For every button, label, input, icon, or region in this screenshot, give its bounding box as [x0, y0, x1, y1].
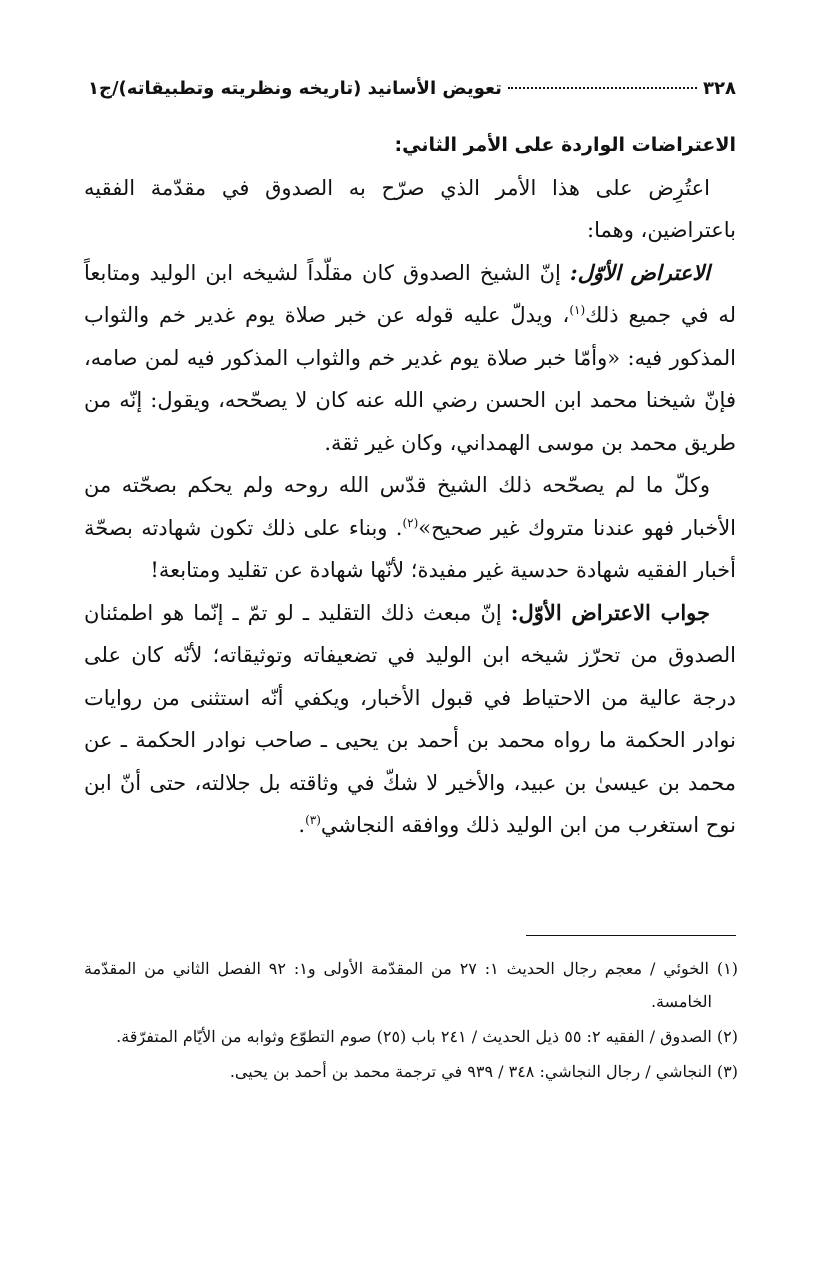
paragraph-3-text-b: . وبناء على ذلك تكون شهادته بصحّة أخبار الفقيه شهادة حدسية غير مفيدة؛ لأنّها شهادة عن تقليد ومتابعة! — [84, 515, 736, 582]
section-title: الاعتراضات الواردة على الأمر الثاني: — [394, 134, 736, 156]
paragraph-3 — [84, 464, 736, 592]
footnote-3: (٣) النجاشي / رجال النجاشي: ٣٤٨ / ٩٣٩ في ترجمة محمد بن أحمد بن يحيى. — [229, 1062, 738, 1081]
paragraph-2-text-a: إنّ الشيخ الصدوق كان مقلّداً لشيخه ابن الوليد ومتابعاً له في جميع ذلك — [84, 260, 737, 327]
footnote-ref-1[interactable]: (١) — [569, 303, 586, 317]
footnote-ref-2[interactable]: (٢) — [402, 515, 419, 530]
book-title: تعويض الأسانيد (تاريخه ونظريته وتطبيقاته)/ج١ — [88, 78, 502, 99]
objection-1-heading: الاعتراض الأوّل: — [569, 259, 711, 285]
paragraph-4-text-a: إنّ مبعث ذلك التقليد ـ لو تمّ ـ إنّما هو اطمئنان الصدوق من تحرّز شيخه ابن الوليد في تضعيفاته وتوثيقاته؛ لأنّه كان على درجة عالية من الاحتياط في قبول الأخبار، ويكفي أنّه استثنى من روايات نوادر الحكمة ما رواه محمد بن أحمد بن يحيى ـ صاحب نوادر الحكمة ـ عن محمد بن عيسىٰ بن عبيد، والأخير لا شكّ في وثاقته بل جلالته، حتى أنّ ابن نوح استغرب من ابن الوليد ذلك ووافقه النجاشي — [84, 600, 736, 837]
page-number: ٣٢٨ — [703, 78, 736, 99]
footnote-ref-3[interactable]: (٣) — [305, 813, 321, 827]
paragraph-1: اعتُرِض على هذا الأمر الذي صرّح به الصدوق في مقدّمة الفقيه باعتراضين، وهما: — [84, 175, 736, 242]
footnote-separator — [526, 935, 736, 936]
running-header — [88, 78, 736, 99]
answer-1-heading: جواب الاعتراض الأوّل: — [510, 599, 710, 625]
main-text — [84, 124, 736, 847]
paragraph-4-text-b: . — [298, 813, 306, 837]
paragraph-3-text-a: وكلّ ما لم يصحّحه ذلك الشيخ قدّس الله روحه ولم يحكم بصحّته من الأخبار فهو عندنا متروك غير صحيح» — [84, 473, 736, 540]
footnote-1: (١) الخوئي / معجم رجال الحديث ١: ٢٧ من المقدّمة الأولى و١: ٩٢ الفصل الثاني من المقدّمة الخامسة. — [84, 959, 738, 1011]
paragraph-4 — [84, 592, 736, 847]
paragraph-2 — [84, 252, 736, 465]
paragraph-2-text-b: ، ويدلّ عليه قوله عن خبر صلاة يوم غدير خم والثواب المذكور فيه: «وأمّا خبر صلاة يوم غدير خم والثواب المذكور فيه لمن صامه، فإنّ شيخنا محمد ابن الحسن رضي الله عنه كان لا يصحّحه، ويقول: إنّه من طريق محمد بن موسى الهمداني، وكان غير ثقة. — [84, 303, 736, 455]
footnotes — [84, 952, 738, 1090]
footnote-2: (٢) الصدوق / الفقيه ٢: ٥٥ ذيل الحديث / ٢٤١ باب (٢٥) صوم التطوّع وثوابه من الأيّام المتفرّقة. — [116, 1027, 738, 1046]
header-dot-leader — [508, 87, 697, 89]
